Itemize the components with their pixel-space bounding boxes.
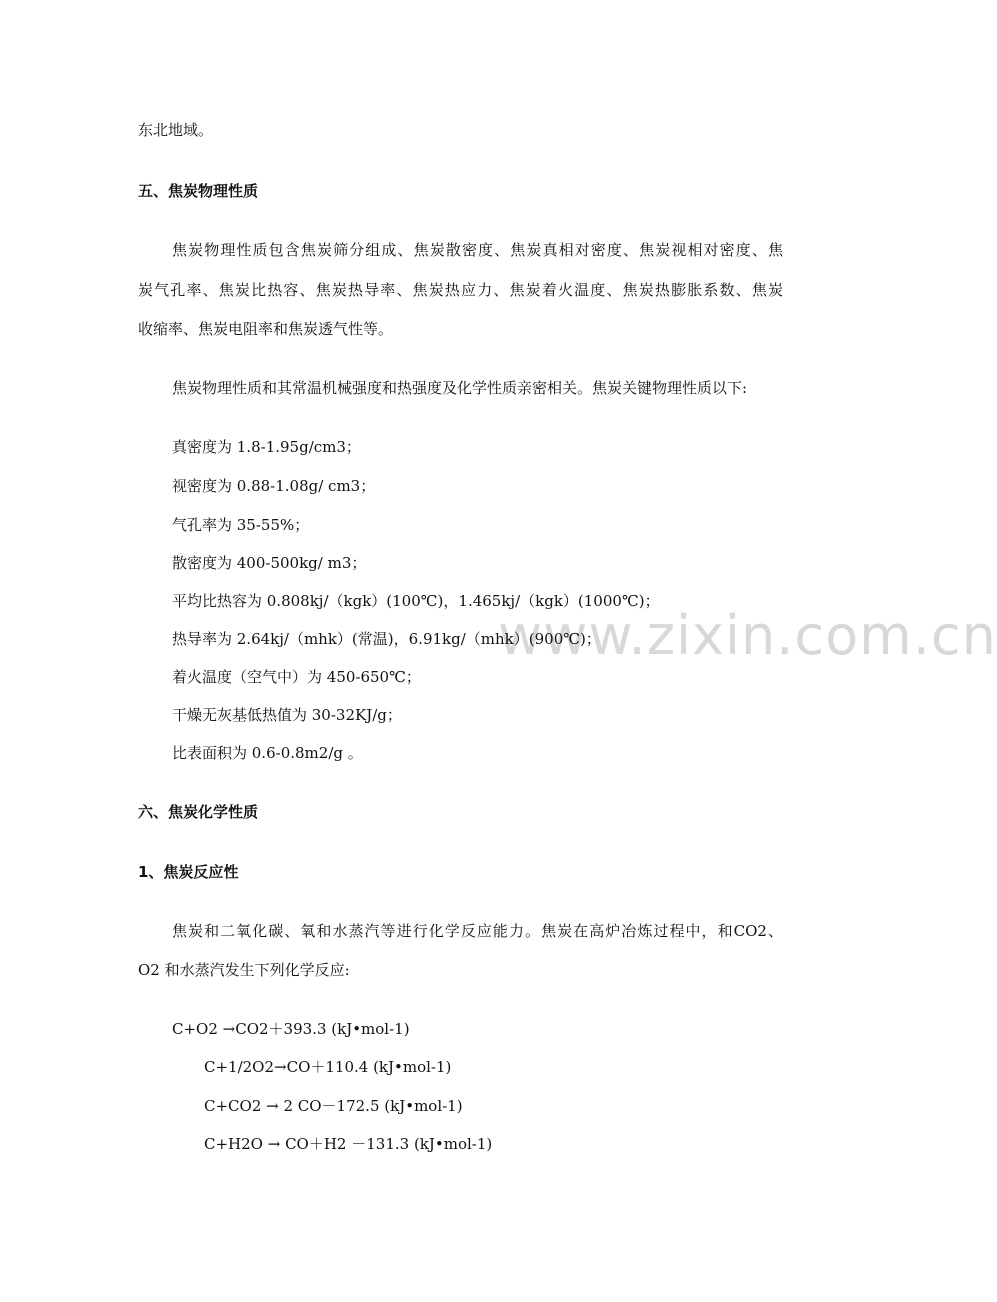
property-porosity: 气孔率为 35-55%； bbox=[172, 516, 310, 534]
property-true-density: 真密度为 1.8-1.95g/cm3； bbox=[172, 438, 361, 456]
property-specific-surface: 比表面积为 0.6-0.8m2/g 。 bbox=[172, 744, 363, 762]
watermark: www.zixin.com.cn bbox=[498, 604, 997, 667]
property-thermal-conductivity: 热导率为 2.64kj/（mhk）(常温)，6.91kg/（mhk）(900℃)； bbox=[172, 630, 601, 648]
reaction-3: C+CO2 → 2 CO－172.5 (kJ•mol-1) bbox=[204, 1097, 463, 1115]
section-6-subheading: 1、焦炭反应性 bbox=[138, 863, 239, 881]
reaction-1: C+O2 →CO2＋393.3 (kJ•mol-1) bbox=[172, 1020, 410, 1038]
property-apparent-density: 视密度为 0.88-1.08g/ cm3； bbox=[172, 477, 376, 495]
section-6-para-line1: 焦炭和二氧化碳、氧和水蒸汽等进行化学反应能力。焦炭在高炉冶炼过程中，和CO2、 bbox=[172, 922, 783, 940]
section-6-para-line2: O2 和水蒸汽发生下列化学反应: bbox=[138, 961, 350, 979]
section-5-para1-line3: 收缩率、焦炭电阻率和焦炭透气性等。 bbox=[138, 320, 394, 338]
reaction-4: C+H2O → CO＋H2 －131.3 (kJ•mol-1) bbox=[204, 1135, 493, 1153]
intro-line: 东北地域。 bbox=[138, 121, 214, 139]
section-6-heading: 六、焦炭化学性质 bbox=[138, 803, 259, 821]
property-bulk-density: 散密度为 400-500kg/ m3； bbox=[172, 554, 367, 572]
section-5-heading: 五、焦炭物理性质 bbox=[138, 182, 259, 200]
property-low-heat-value: 干燥无灰基低热值为 30-32KJ/g； bbox=[172, 706, 402, 724]
property-ignition-temperature: 着火温度（空气中）为 450-650℃； bbox=[172, 668, 421, 686]
reaction-2: C+1/2O2→CO＋110.4 (kJ•mol-1) bbox=[204, 1058, 452, 1076]
property-specific-heat: 平均比热容为 0.808kj/（kgk）(100℃)，1.465kj/（kgk）(1000℃)； bbox=[172, 592, 660, 610]
section-5-para1-line2: 炭气孔率、焦炭比热容、焦炭热导率、焦炭热应力、焦炭着火温度、焦炭热膨胀系数、焦炭 bbox=[138, 281, 783, 299]
section-5-para2: 焦炭物理性质和其常温机械强度和热强度及化学性质亲密相关。焦炭关键物理性质以下: bbox=[172, 379, 748, 397]
section-5-para1-line1: 焦炭物理性质包含焦炭筛分组成、焦炭散密度、焦炭真相对密度、焦炭视相对密度、焦 bbox=[172, 241, 783, 259]
